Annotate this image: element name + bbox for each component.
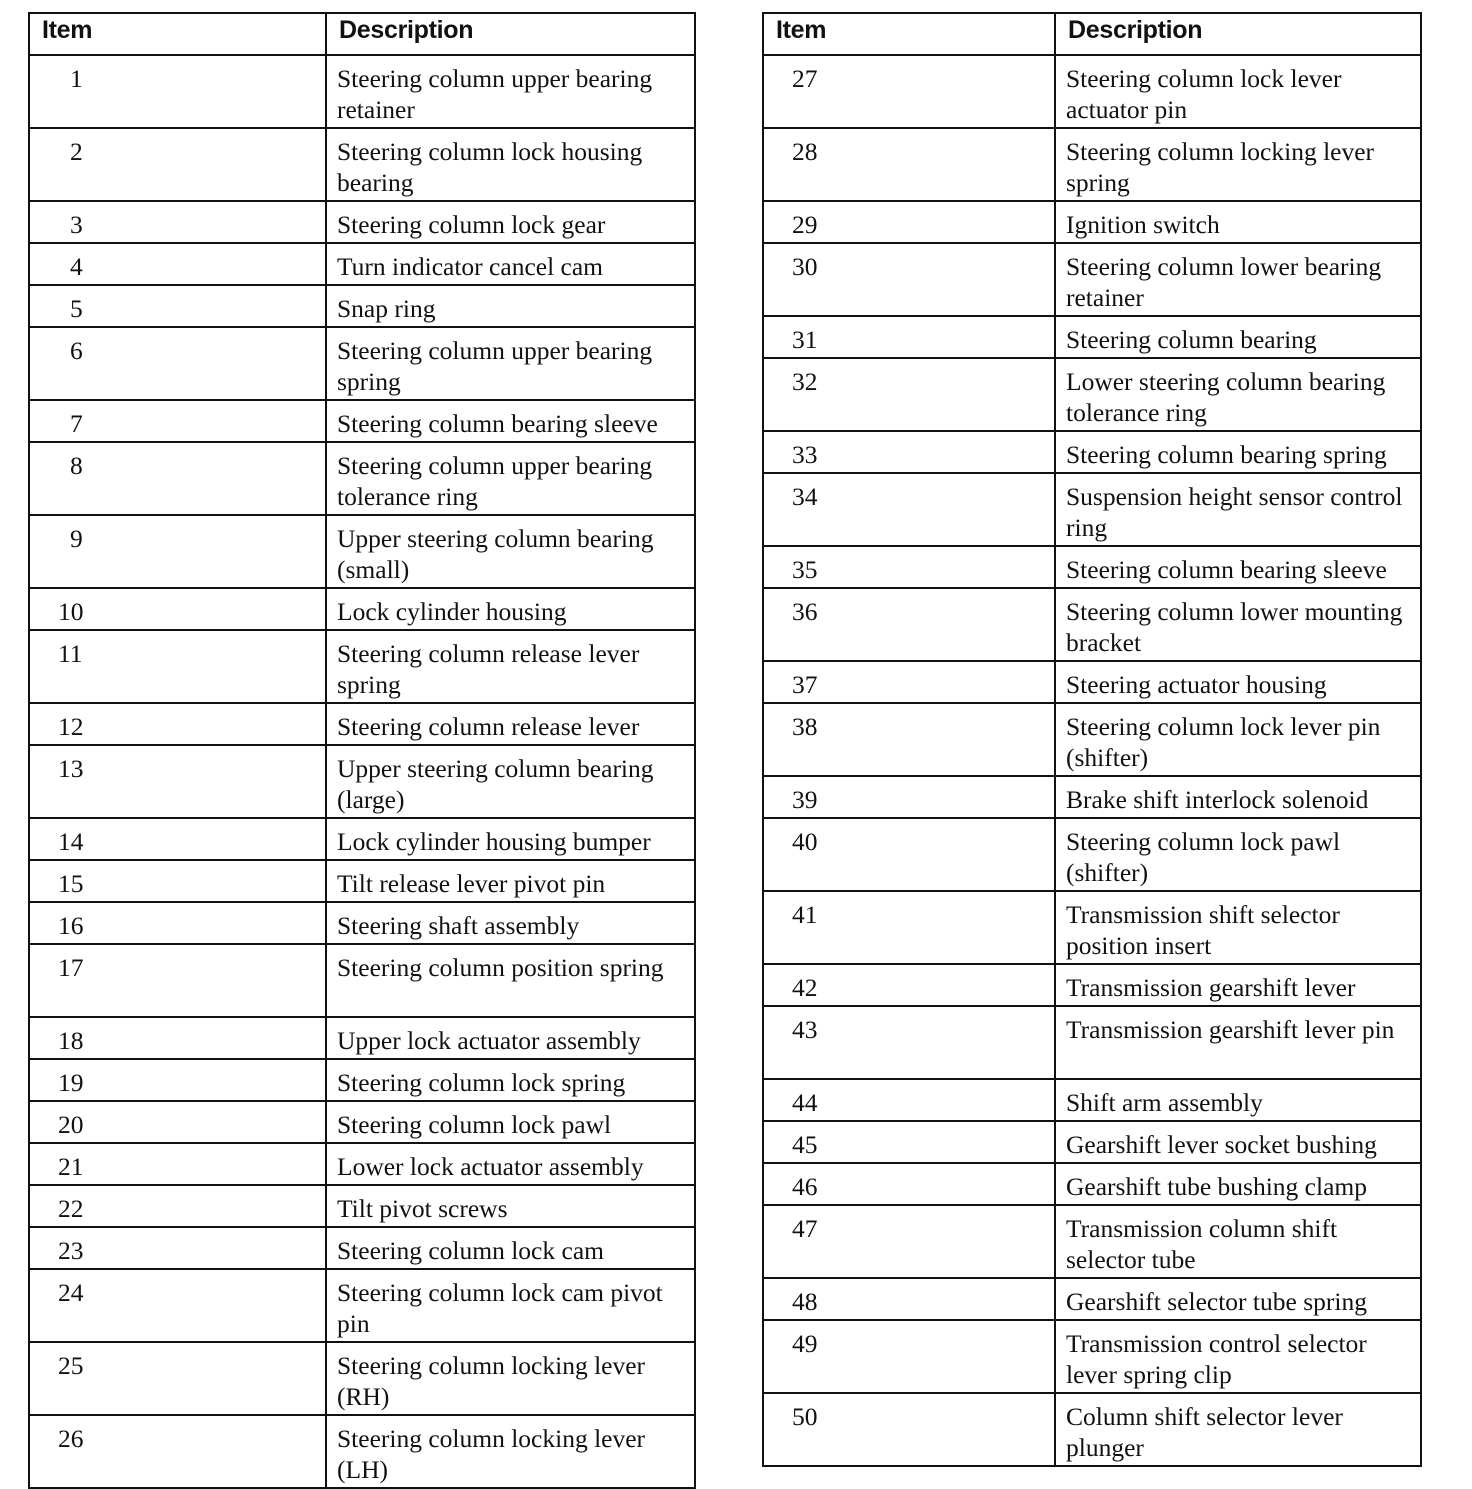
table-row (763, 546, 1421, 588)
item-number: 24 (29, 1269, 326, 1342)
table-row (763, 316, 1421, 358)
item-description: Upper lock actuator assembly (326, 1017, 695, 1059)
item-description: Lock cylinder housing (326, 588, 695, 630)
item-description: Steering shaft assembly (326, 902, 695, 944)
item-number: 16 (29, 902, 326, 944)
item-number: 49 (763, 1320, 1055, 1393)
item-description: Ignition switch (1055, 201, 1421, 243)
item-description: Steering column lock pawl (shifter) (1055, 818, 1421, 891)
item-number: 25 (29, 1342, 326, 1415)
table-row (763, 1205, 1421, 1278)
description-column-header: Description (326, 13, 695, 55)
header-row (763, 13, 1421, 55)
item-number: 3 (29, 201, 326, 243)
item-description: Transmission gearshift lever (1055, 964, 1421, 1006)
header-row (29, 13, 695, 55)
parts-table-left (28, 12, 696, 1489)
item-description: Transmission control selector lever spring clip (1055, 1320, 1421, 1393)
parts-table-right (762, 12, 1422, 1467)
table-row (29, 703, 695, 745)
item-number: 42 (763, 964, 1055, 1006)
item-number: 29 (763, 201, 1055, 243)
item-number: 12 (29, 703, 326, 745)
table-row (763, 1079, 1421, 1121)
item-number: 5 (29, 285, 326, 327)
item-description: Steering column bearing sleeve (326, 400, 695, 442)
item-number: 7 (29, 400, 326, 442)
item-description: Transmission column shift selector tube (1055, 1205, 1421, 1278)
item-number: 14 (29, 818, 326, 860)
item-number: 33 (763, 431, 1055, 473)
item-number: 41 (763, 891, 1055, 964)
table-row (763, 776, 1421, 818)
table-row (29, 630, 695, 703)
item-description: Column shift selector lever plunger (1055, 1393, 1421, 1466)
item-description: Steering column lock lever pin (shifter) (1055, 703, 1421, 776)
table-row (763, 1320, 1421, 1393)
item-number: 40 (763, 818, 1055, 891)
item-number: 10 (29, 588, 326, 630)
table-row (763, 1121, 1421, 1163)
item-number: 8 (29, 442, 326, 515)
item-number: 32 (763, 358, 1055, 431)
table-row (29, 285, 695, 327)
item-description: Steering column release lever spring (326, 630, 695, 703)
item-description: Steering column lock cam pivot pin (326, 1269, 695, 1342)
item-description: Steering column bearing spring (1055, 431, 1421, 473)
item-description: Shift arm assembly (1055, 1079, 1421, 1121)
item-description: Steering column bearing (1055, 316, 1421, 358)
item-number: 43 (763, 1006, 1055, 1079)
table-row (763, 128, 1421, 201)
item-description: Tilt release lever pivot pin (326, 860, 695, 902)
item-description: Steering column position spring (326, 944, 695, 1017)
item-number: 2 (29, 128, 326, 201)
table-row (29, 860, 695, 902)
table-row (29, 515, 695, 588)
item-number: 13 (29, 745, 326, 818)
item-number: 15 (29, 860, 326, 902)
table-row (763, 1163, 1421, 1205)
table-row (29, 1185, 695, 1227)
item-number: 47 (763, 1205, 1055, 1278)
table-row (763, 818, 1421, 891)
item-number: 1 (29, 55, 326, 128)
item-number: 21 (29, 1143, 326, 1185)
table-row (763, 473, 1421, 546)
item-number: 38 (763, 703, 1055, 776)
item-description: Lower lock actuator assembly (326, 1143, 695, 1185)
item-description: Steering column lock gear (326, 201, 695, 243)
item-description: Steering column locking lever (RH) (326, 1342, 695, 1415)
item-number: 34 (763, 473, 1055, 546)
item-description: Transmission shift selector position insert (1055, 891, 1421, 964)
item-number: 23 (29, 1227, 326, 1269)
item-description: Steering column release lever (326, 703, 695, 745)
item-description: Snap ring (326, 285, 695, 327)
table-row (763, 358, 1421, 431)
table-row (29, 944, 695, 1017)
item-number: 11 (29, 630, 326, 703)
item-description: Suspension height sensor control ring (1055, 473, 1421, 546)
table-row (29, 55, 695, 128)
table-row (29, 442, 695, 515)
item-column-header: Item (29, 13, 326, 55)
item-description: Steering column upper bearing tolerance ring (326, 442, 695, 515)
item-description: Gearshift lever socket bushing (1055, 1121, 1421, 1163)
table-row (29, 128, 695, 201)
table-row (29, 1227, 695, 1269)
item-description: Steering column lower mounting bracket (1055, 588, 1421, 661)
item-number: 9 (29, 515, 326, 588)
table-row (763, 703, 1421, 776)
table-row (763, 588, 1421, 661)
table-row (763, 431, 1421, 473)
table-row (29, 818, 695, 860)
table-row (29, 327, 695, 400)
item-description: Lower steering column bearing tolerance ring (1055, 358, 1421, 431)
table-row (29, 1269, 695, 1342)
item-number: 50 (763, 1393, 1055, 1466)
item-description: Steering column lock housing bearing (326, 128, 695, 201)
item-description: Gearshift selector tube spring (1055, 1278, 1421, 1320)
item-description: Transmission gearshift lever pin (1055, 1006, 1421, 1079)
table-row (763, 55, 1421, 128)
item-number: 22 (29, 1185, 326, 1227)
item-description: Upper steering column bearing (small) (326, 515, 695, 588)
table-row (29, 1415, 695, 1488)
item-description: Steering column locking lever spring (1055, 128, 1421, 201)
table-row (29, 400, 695, 442)
item-column-header: Item (763, 13, 1055, 55)
item-description: Steering column locking lever (LH) (326, 1415, 695, 1488)
item-description: Brake shift interlock solenoid (1055, 776, 1421, 818)
item-description: Steering column upper bearing retainer (326, 55, 695, 128)
table-row (29, 1017, 695, 1059)
item-number: 6 (29, 327, 326, 400)
item-number: 4 (29, 243, 326, 285)
table-row (29, 201, 695, 243)
table-row (763, 964, 1421, 1006)
table-row (29, 745, 695, 818)
item-description: Lock cylinder housing bumper (326, 818, 695, 860)
item-number: 31 (763, 316, 1055, 358)
item-number: 44 (763, 1079, 1055, 1121)
item-description: Turn indicator cancel cam (326, 243, 695, 285)
item-description: Steering column upper bearing spring (326, 327, 695, 400)
item-description: Steering column bearing sleeve (1055, 546, 1421, 588)
item-number: 27 (763, 55, 1055, 128)
item-number: 35 (763, 546, 1055, 588)
table-row (763, 201, 1421, 243)
item-description: Steering column lock pawl (326, 1101, 695, 1143)
item-number: 30 (763, 243, 1055, 316)
item-number: 37 (763, 661, 1055, 703)
table-row (763, 661, 1421, 703)
description-column-header: Description (1055, 13, 1421, 55)
table-row (29, 1059, 695, 1101)
item-description: Steering column lock cam (326, 1227, 695, 1269)
item-description: Steering column lower bearing retainer (1055, 243, 1421, 316)
table-row (29, 1101, 695, 1143)
item-number: 19 (29, 1059, 326, 1101)
table-row (29, 902, 695, 944)
item-number: 39 (763, 776, 1055, 818)
item-number: 28 (763, 128, 1055, 201)
item-number: 45 (763, 1121, 1055, 1163)
item-number: 26 (29, 1415, 326, 1488)
item-description: Steering column lock lever actuator pin (1055, 55, 1421, 128)
item-description: Gearshift tube bushing clamp (1055, 1163, 1421, 1205)
table-row (29, 1143, 695, 1185)
item-description: Tilt pivot screws (326, 1185, 695, 1227)
item-number: 46 (763, 1163, 1055, 1205)
item-description: Upper steering column bearing (large) (326, 745, 695, 818)
table-row (763, 1006, 1421, 1079)
item-number: 18 (29, 1017, 326, 1059)
table-row (763, 243, 1421, 316)
table-row (763, 1278, 1421, 1320)
item-number: 48 (763, 1278, 1055, 1320)
table-row (763, 891, 1421, 964)
item-number: 17 (29, 944, 326, 1017)
table-row (763, 1393, 1421, 1466)
table-row (29, 1342, 695, 1415)
item-description: Steering actuator housing (1055, 661, 1421, 703)
table-row (29, 588, 695, 630)
item-number: 20 (29, 1101, 326, 1143)
item-description: Steering column lock spring (326, 1059, 695, 1101)
item-number: 36 (763, 588, 1055, 661)
table-row (29, 243, 695, 285)
